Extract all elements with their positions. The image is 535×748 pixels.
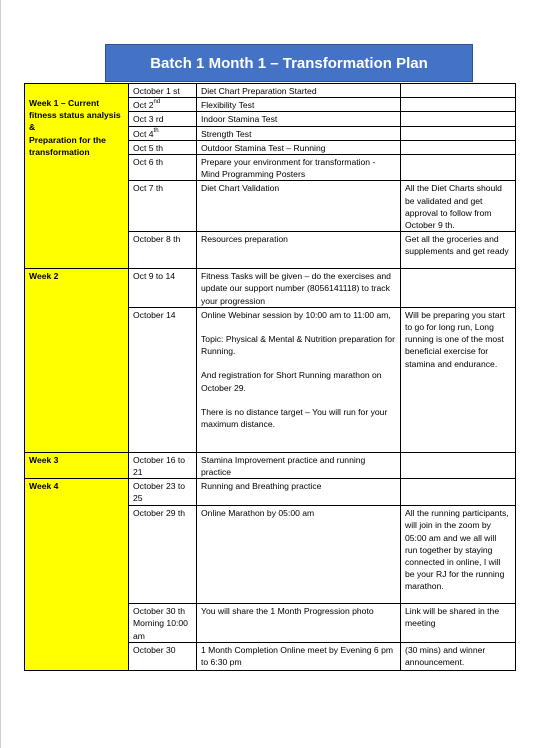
date-suffix: nd: [153, 99, 161, 106]
note-cell: [401, 155, 516, 181]
week-cell-week2: [25, 269, 129, 453]
week1-prep-label: Preparation for the transformation: [29, 134, 106, 157]
week-cell-week3: [25, 452, 129, 478]
activity-cell: Fitness Tasks will be given – do the exercises and update our support number (8056141118) to track your progression: [197, 269, 401, 308]
date-cell: October 16 to 21: [129, 452, 197, 478]
activity-cell: Diet Chart Preparation Started: [197, 84, 401, 98]
activity-cell: Outdoor Stamina Test – Running: [197, 140, 401, 154]
note-cell: Will be preparing you start to go for long run, Long running is one of the most beneficial exercise for stamina and endurance.: [401, 307, 516, 452]
note-cell: [401, 269, 516, 308]
date-cell: Oct 5 th: [129, 140, 197, 154]
note-cell: [401, 479, 516, 506]
date-cell: October 23 to 25: [129, 479, 197, 506]
week-cell-week1: [25, 84, 129, 269]
note-cell: [401, 84, 516, 98]
week3-label: Week 3: [29, 454, 59, 465]
date-cell: Oct 3 rd: [129, 112, 197, 126]
note-cell: All the running participants, will join in the zoom by 05:00 am and we all will run together by staying connected in online, I will be your RJ for the running marathon.: [401, 506, 516, 604]
activity-line: Topic: Physical & Mental & Nutrition preparation for Running.: [201, 334, 395, 357]
date-cell: October 29 th: [129, 506, 197, 604]
activity-line: There is no distance target – You will run for your maximum distance.: [201, 406, 388, 430]
date-text: Oct 2: [133, 100, 154, 111]
date-cell: Oct 9 to 14: [129, 269, 197, 308]
page-title-text: Batch 1 Month 1 – Transformation Plan: [150, 54, 428, 72]
activity-cell: Online Marathon by 05:00 am: [197, 506, 401, 604]
table-row: [25, 479, 516, 506]
activity-cell: [197, 307, 401, 452]
date-cell: [129, 126, 197, 140]
date-cell: [129, 98, 197, 112]
table-row: [25, 269, 516, 308]
date-cell: Oct 7 th: [129, 181, 197, 232]
page-edge: [0, 0, 1, 748]
week4-label: Week 4: [29, 481, 59, 492]
activity-cell: Strength Test: [197, 126, 401, 140]
activity-line: And registration for Short Running marathon on October 29.: [201, 370, 382, 393]
activity-cell: You will share the 1 Month Progression photo: [197, 604, 401, 643]
week2-label: Week 2: [29, 271, 59, 282]
activity-cell: Stamina Improvement practice and running practice: [197, 452, 401, 478]
table-row: [25, 84, 516, 98]
note-cell: [401, 112, 516, 126]
date-cell: October 30: [129, 642, 197, 670]
date-text: Oct 4: [133, 128, 154, 139]
activity-cell: Prepare your environment for transformation - Mind Programming Posters: [197, 155, 401, 181]
note-cell: Get all the groceries and supplements and get ready: [401, 232, 516, 269]
date-cell: October 30 th Morning 10:00 am: [129, 604, 197, 643]
activity-line: Online Webinar session by 10:00 am to 11:00 am,: [201, 309, 391, 320]
activity-cell: Indoor Stamina Test: [197, 112, 401, 126]
plan-table: [24, 83, 516, 671]
week1-label: Week 1 – Current fitness status analysis: [29, 98, 121, 121]
date-cell: October 14: [129, 307, 197, 452]
note-cell: (30 mins) and winner announcement.: [401, 642, 516, 670]
note-cell: Link will be shared in the meeting: [401, 604, 516, 643]
activity-cell: Running and Breathing practice: [197, 479, 401, 506]
note-cell: [401, 452, 516, 478]
activity-cell: Diet Chart Validation: [197, 181, 401, 232]
note-cell: [401, 140, 516, 154]
date-cell: Oct 6 th: [129, 155, 197, 181]
note-cell: [401, 98, 516, 112]
date-cell: October 8 th: [129, 232, 197, 269]
week1-ampersand: &: [29, 122, 36, 133]
note-cell: [401, 126, 516, 140]
activity-cell: 1 Month Completion Online meet by Evening 6 pm to 6:30 pm: [197, 642, 401, 670]
table-row: [25, 452, 516, 478]
activity-cell: Flexibility Test: [197, 98, 401, 112]
note-cell: All the Diet Charts should be validated and get approval to follow from October 9 th.: [401, 181, 516, 232]
date-cell: October 1 st: [129, 84, 197, 98]
activity-cell: Resources preparation: [197, 232, 401, 269]
page-title: [105, 44, 473, 82]
date-suffix: th: [153, 127, 159, 134]
week-cell-week4: [25, 479, 129, 671]
